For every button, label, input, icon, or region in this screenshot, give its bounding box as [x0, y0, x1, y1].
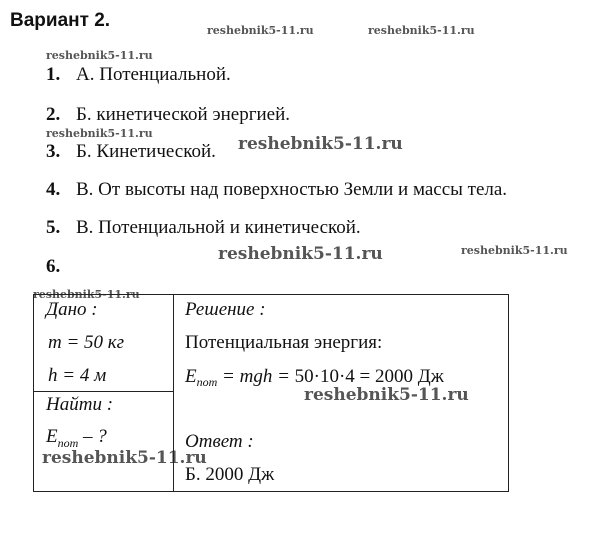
answer-number: 6. [46, 256, 61, 277]
watermark: reshebnik5-11.ru [304, 385, 469, 405]
watermark: reshebnik5-11.ru [207, 24, 314, 37]
energy-symbol: E [46, 426, 58, 447]
energy-subscript: пот [57, 435, 79, 450]
answer-item [46, 256, 76, 278]
table-divider [173, 295, 174, 491]
energy-subscript: пот [196, 375, 218, 390]
given-mass: m = 50 кг [48, 332, 125, 353]
answer-label: Ответ : [185, 431, 254, 452]
answer-text: Б. кинетической энергией. [76, 104, 291, 125]
solution-label: Решение : [185, 299, 266, 320]
answer-item [46, 64, 231, 86]
answer-text: В. От высоты над поверхностью Земли и массы тела. [76, 179, 508, 200]
answer-item [46, 104, 290, 126]
answer-number: 4. [46, 179, 61, 200]
formula-result: 50·10·4 = 2000 Дж [294, 366, 444, 387]
answer-text: В. Потенциальной и кинетической. [76, 217, 361, 238]
watermark: reshebnik5-11.ru [238, 134, 403, 154]
table-divider [34, 391, 173, 392]
find-quantity [46, 426, 107, 451]
answer-number: 3. [46, 141, 61, 162]
answer-number: 5. [46, 217, 61, 238]
watermark: reshebnik5-11.ru [461, 244, 568, 257]
answer-item [46, 179, 507, 201]
watermark: reshebnik5-11.ru [42, 448, 207, 468]
answer-number: 1. [46, 64, 61, 85]
answer-text: Б. Кинетической. [76, 141, 216, 162]
watermark: reshebnik5-11.ru [46, 49, 153, 62]
page-title: Вариант 2. [10, 10, 111, 31]
answer-number: 2. [46, 104, 61, 125]
find-label: Найти : [46, 394, 114, 415]
answer-item [46, 141, 216, 163]
watermark: reshebnik5-11.ru [46, 127, 153, 140]
solution-table [33, 294, 509, 492]
solution-text: Потенциальная энергия: [185, 332, 383, 353]
energy-symbol: E [185, 366, 197, 387]
watermark: reshebnik5-11.ru [33, 288, 140, 301]
find-question: – ? [78, 426, 107, 447]
watermark: reshebnik5-11.ru [218, 244, 383, 264]
solution-formula [185, 366, 444, 390]
watermark: reshebnik5-11.ru [368, 24, 475, 37]
answer-item [46, 217, 361, 239]
given-height: h = 4 м [48, 365, 107, 386]
answer-text: А. Потенциальной. [76, 64, 231, 85]
answer-value: Б. 2000 Дж [185, 464, 275, 485]
formula-expression: = mgh = [217, 366, 295, 387]
given-label: Дано : [46, 299, 98, 320]
